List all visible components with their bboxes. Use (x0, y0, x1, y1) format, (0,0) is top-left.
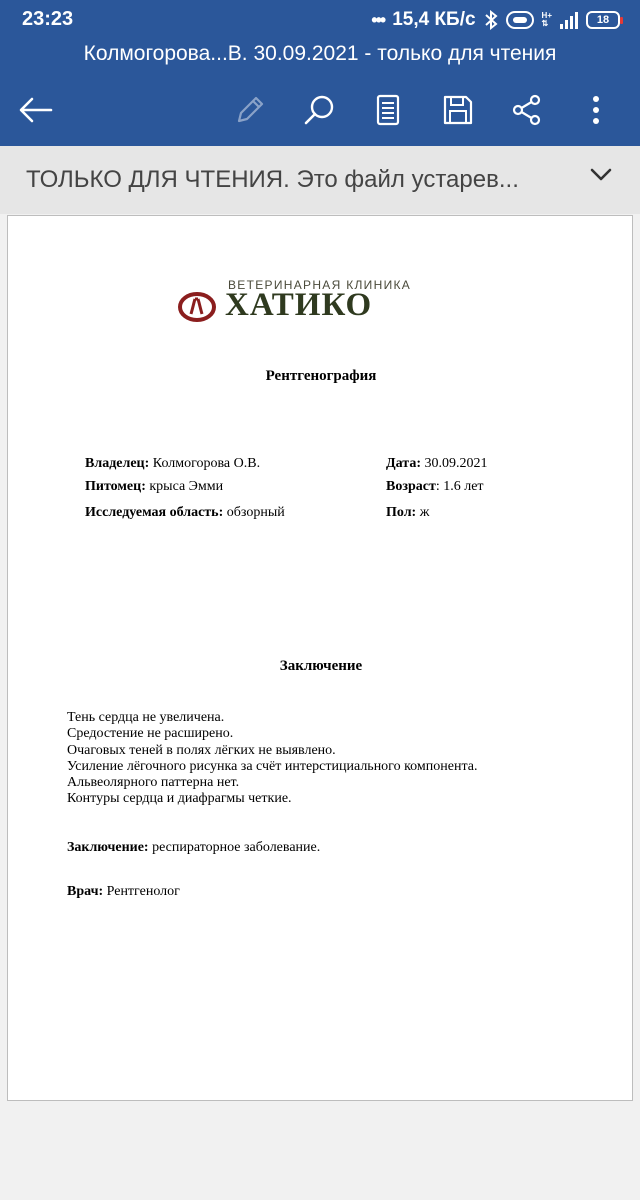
finding-line: Контуры сердца и диафрагмы четкие. (67, 791, 292, 807)
status-time: 23:23 (22, 8, 74, 30)
finding-line: Очаговых теней в полях лёгких не выявлено. (67, 742, 336, 758)
reading-view-icon[interactable] (366, 88, 410, 132)
battery-icon: 18 (586, 11, 620, 29)
document-page (7, 215, 633, 1101)
more-icon[interactable] (574, 88, 618, 132)
conclusion-field: Заключение: респираторное заболевание. (67, 840, 321, 855)
clinic-logo (178, 278, 448, 328)
signal-icon (560, 11, 578, 29)
network-speed: 15,4 КБ/с (392, 9, 476, 30)
share-icon[interactable] (505, 88, 549, 132)
sex-field: Пол: ж (386, 505, 430, 520)
back-icon[interactable] (14, 88, 58, 132)
clinic-logo-icon (178, 292, 216, 322)
date-field: Дата: 30.09.2021 (386, 456, 488, 471)
document-title: Колмогорова...В. 30.09.2021 - только для чтения (83, 42, 557, 65)
finding-line: Усиление лёгочного рисунка за счёт интерстициального компонента. (67, 758, 478, 774)
search-icon[interactable] (297, 88, 341, 132)
logo-subtitle: ВЕТЕРИНАРНАЯ КЛИНИКА (228, 278, 412, 292)
conclusion-heading: Заключение (279, 658, 363, 674)
status-icons (371, 7, 620, 33)
read-only-banner[interactable] (0, 146, 640, 214)
arrows-icon: ⇅ (541, 19, 549, 28)
bluetooth-icon (484, 10, 498, 30)
finding-line: Альвеолярного паттерна нет. (67, 775, 240, 791)
area-field: Исследуемая область: обзорный (85, 505, 285, 520)
logo-name: ХАТИКО (225, 287, 373, 323)
status-bar (0, 0, 640, 38)
pet-field: Питомец: крыса Эмми (85, 479, 224, 494)
save-icon[interactable] (436, 88, 480, 132)
age-field: Возраст: 1.6 лет (386, 479, 484, 494)
app-bar (0, 0, 640, 146)
network-type: H+ ⇅ (541, 11, 552, 28)
chevron-down-icon[interactable] (590, 168, 612, 187)
banner-text: ТОЛЬКО ДЛЯ ЧТЕНИЯ. Это файл устарев... (26, 166, 519, 193)
document-heading: Рентгенография (265, 368, 377, 384)
finding-line: Средостение не расширено. (67, 726, 234, 742)
pencil-icon[interactable] (228, 88, 272, 132)
owner-field: Владелец: Колмогорова О.В. (85, 456, 261, 471)
findings-list (67, 710, 477, 808)
doctor-field: Врач: Рентгенолог (67, 884, 180, 899)
data-saver-icon (506, 11, 534, 29)
toolbar (0, 80, 640, 138)
notification-dots-icon: ••• (371, 9, 385, 30)
finding-line: Тень сердца не увеличена. (67, 710, 225, 725)
